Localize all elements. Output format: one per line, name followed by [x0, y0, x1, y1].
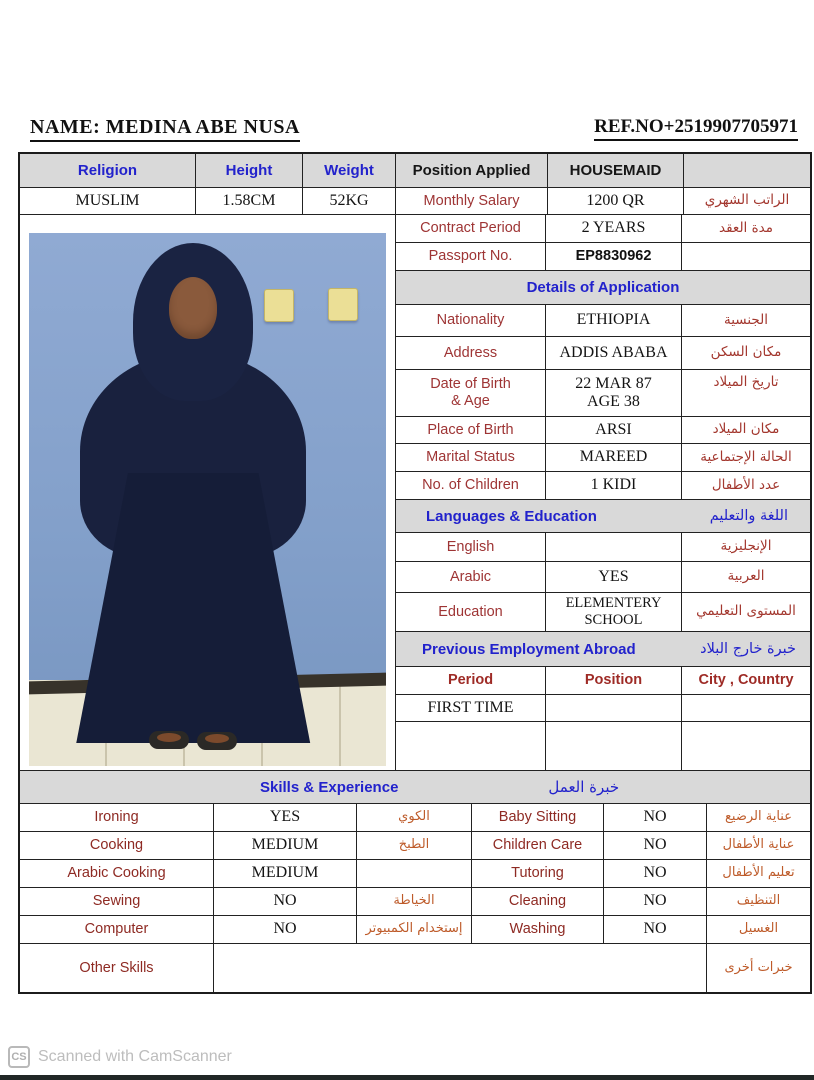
religion-value-cell: MUSLIM [20, 188, 196, 215]
education-row [396, 593, 810, 632]
arabic-row [396, 562, 810, 593]
tutoring-arabic-cell: تعليم الأطفال [707, 860, 810, 888]
pob-label-cell: Place of Birth [396, 417, 546, 444]
top-header-empty-cell [684, 154, 810, 188]
top-header-row [20, 154, 810, 188]
position-applied-value-cell: HOUSEMAID [548, 154, 684, 188]
children-arabic-cell: عدد الأطفال [682, 472, 810, 500]
details-stack [396, 215, 810, 770]
english-row [396, 533, 810, 562]
contract-period-label-cell: Contract Period [396, 215, 546, 243]
baby-sitting-label-cell: Baby Sitting [472, 804, 604, 832]
employment-city-cell [682, 695, 810, 722]
education-value-cell: ELEMENTERY SCHOOL [546, 593, 682, 632]
figure-right-sandal [197, 732, 237, 750]
scan-edge-bar [0, 1075, 814, 1080]
languages-banner-en: Languages & Education [426, 507, 597, 525]
sewing-value-cell: NO [214, 888, 357, 916]
education-label-cell: Education [396, 593, 546, 632]
contract-period-value-cell: 2 YEARS [546, 215, 682, 243]
ironing-label-cell: Ironing [20, 804, 214, 832]
skills-row-sewing [20, 888, 810, 916]
skills-row-ironing [20, 804, 810, 832]
contract-period-arabic-cell: مدة العقد [682, 215, 810, 243]
nationality-value-cell: ETHIOPIA [546, 305, 682, 337]
dob-value-cell: 22 MAR 87 AGE 38 [546, 370, 682, 417]
reference-number-header: REF.NO+2519907705971 [594, 116, 798, 141]
previous-employment-banner [396, 632, 810, 667]
washing-arabic-cell: الغسيل [707, 916, 810, 944]
other-skills-label-cell: Other Skills [20, 944, 214, 992]
computer-value-cell: NO [214, 916, 357, 944]
employment-position-cell [546, 695, 682, 722]
nationality-label-cell: Nationality [396, 305, 546, 337]
ironing-value-cell: YES [214, 804, 357, 832]
dob-arabic-cell: تاريخ الميلاد [682, 370, 810, 417]
sewing-label-cell: Sewing [20, 888, 214, 916]
ironing-arabic-cell: الكوي [357, 804, 472, 832]
employment-period-cell: FIRST TIME [396, 695, 546, 722]
nationality-arabic-cell: الجنسية [682, 305, 810, 337]
employment-period-cell-empty [396, 722, 546, 770]
biodata-table [18, 152, 812, 994]
camscanner-footer [8, 1046, 232, 1068]
camscanner-text: Scanned with CamScanner [38, 1048, 232, 1065]
passport-label-cell: Passport No. [396, 243, 546, 271]
english-value-cell [546, 533, 682, 562]
place-of-birth-row [396, 417, 810, 444]
weight-header-cell: Weight [303, 154, 396, 188]
dob-label-cell: Date of Birth & Age [396, 370, 546, 417]
employment-banner-en: Previous Employment Abroad [422, 640, 636, 658]
cleaning-arabic-cell: التنظيف [707, 888, 810, 916]
children-value-cell: 1 KIDI [546, 472, 682, 500]
middle-section [20, 215, 810, 770]
figure-face [169, 277, 217, 339]
monthly-salary-value-cell: 1200 QR [548, 188, 684, 215]
passport-row [396, 243, 810, 271]
skills-row-cooking [20, 832, 810, 860]
period-header-cell: Period [396, 667, 546, 695]
weight-value-cell: 52KG [303, 188, 396, 215]
monthly-salary-label-cell: Monthly Salary [396, 188, 548, 215]
address-row [396, 337, 810, 370]
applicant-photo [29, 233, 386, 766]
pob-value-cell: ARSI [546, 417, 682, 444]
tutoring-value-cell: NO [604, 860, 707, 888]
washing-label-cell: Washing [472, 916, 604, 944]
top-values-row [20, 188, 810, 215]
nationality-row [396, 305, 810, 337]
english-label-cell: English [396, 533, 546, 562]
pob-arabic-cell: مكان الميلاد [682, 417, 810, 444]
languages-banner-ar: اللغة والتعليم [709, 508, 788, 524]
details-of-application-banner: Details of Application [396, 271, 810, 305]
cooking-label-cell: Cooking [20, 832, 214, 860]
education-arabic-cell: المستوى التعليمي [682, 593, 810, 632]
passport-arabic-cell [682, 243, 810, 271]
skills-experience-banner [20, 770, 810, 804]
cooking-value-cell: MEDIUM [214, 832, 357, 860]
other-skills-arabic-cell: خبرات أخرى [724, 959, 793, 975]
employment-city-cell-empty [682, 722, 810, 770]
computer-label-cell: Computer [20, 916, 214, 944]
religion-header-cell: Religion [20, 154, 196, 188]
washing-value-cell: NO [604, 916, 707, 944]
employment-position-cell-empty [546, 722, 682, 770]
applicant-name-header: NAME: MEDINA ABE NUSA [30, 116, 300, 142]
applicant-photo-cell [20, 215, 396, 770]
languages-education-banner [396, 500, 810, 533]
other-skills-value-cell [214, 944, 707, 992]
children-row [396, 472, 810, 500]
cooking-arabic-cell: الطبخ [357, 832, 472, 860]
height-value-cell: 1.58CM [196, 188, 303, 215]
children-care-value-cell: NO [604, 832, 707, 860]
baby-sitting-arabic-cell: عناية الرضيع [707, 804, 810, 832]
cleaning-label-cell: Cleaning [472, 888, 604, 916]
marital-value-cell: MAREED [546, 444, 682, 472]
skills-banner-ar: خبرة العمل [548, 778, 620, 796]
children-label-cell: No. of Children [396, 472, 546, 500]
camscanner-icon: CS [8, 1046, 30, 1068]
address-arabic-cell: مكان السكن [682, 337, 810, 370]
arabic-label-cell: Arabic [396, 562, 546, 593]
computer-arabic-cell: إستخدام الكمبيوتر [357, 916, 472, 944]
skills-banner-en: Skills & Experience [260, 778, 399, 796]
sewing-arabic-cell: الخياطة [357, 888, 472, 916]
city-country-header-cell: City , Country [682, 667, 810, 695]
marital-label-cell: Marital Status [396, 444, 546, 472]
marital-status-row [396, 444, 810, 472]
employment-row-1 [396, 695, 810, 722]
address-label-cell: Address [396, 337, 546, 370]
children-care-arabic-cell: عناية الأطفال [707, 832, 810, 860]
cleaning-value-cell: NO [604, 888, 707, 916]
contract-period-row [396, 215, 810, 243]
arabic-arabic-cell: العربية [682, 562, 810, 593]
employment-banner-ar: خبرة خارج البلاد [700, 641, 796, 657]
arabic-cooking-arabic-cell [357, 860, 472, 888]
passport-value-cell: EP8830962 [546, 243, 682, 271]
marital-arabic-cell: الحالة الإجتماعية [682, 444, 810, 472]
figure-left-sandal [149, 731, 189, 749]
employment-header-row [396, 667, 810, 695]
applicant-figure [29, 233, 386, 766]
position-applied-label-cell: Position Applied [396, 154, 548, 188]
arabic-value-cell: YES [546, 562, 682, 593]
baby-sitting-value-cell: NO [604, 804, 707, 832]
english-arabic-cell: الإنجليزية [682, 533, 810, 562]
skills-row-computer [20, 916, 810, 944]
skills-row-arabic-cooking [20, 860, 810, 888]
employment-row-2 [396, 722, 810, 770]
other-skills-row [20, 944, 810, 992]
date-of-birth-row [396, 370, 810, 417]
children-care-label-cell: Children Care [472, 832, 604, 860]
arabic-cooking-label-cell: Arabic Cooking [20, 860, 214, 888]
address-value-cell: ADDIS ABABA [546, 337, 682, 370]
monthly-salary-arabic-cell: الراتب الشهري [684, 188, 810, 215]
height-header-cell: Height [196, 154, 303, 188]
arabic-cooking-value-cell: MEDIUM [214, 860, 357, 888]
tutoring-label-cell: Tutoring [472, 860, 604, 888]
position-header-cell: Position [546, 667, 682, 695]
